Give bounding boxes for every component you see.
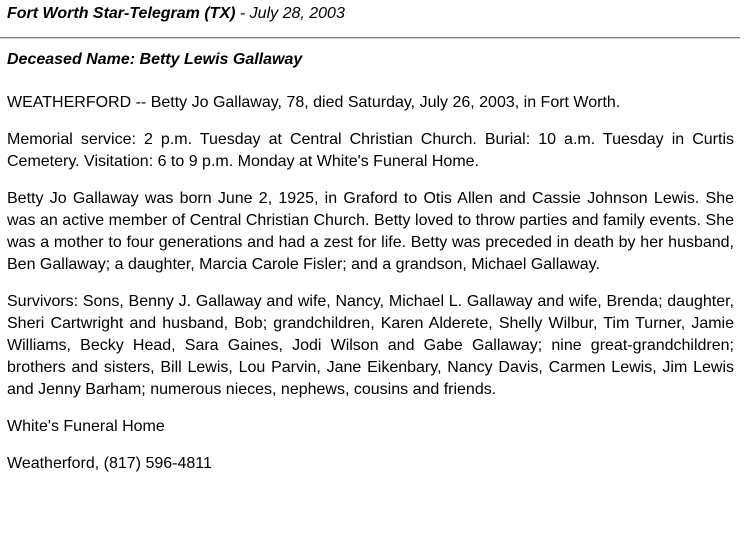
funeral-home-location-phone: Weatherford, (817) 596-4811 — [7, 455, 212, 472]
survivors-paragraph: Survivors: Sons, Benny J. Gallaway and wife, Nancy, Michael L. Gallaway and wife, Brenda; daughter, Sheri Cartwright and husband, Bob; grandchildren, Karen Alderete, Shelly Wilbur, Tim Turner, Jamie Williams, Becky Head, Sara Gaines, Jodi Wilson and Gabe Gallaway; nine great-grandchildren; brothers and sisters, Bill Lewis, Lou Parvin, Jane Eikenbary, Nancy Davis, Carmen Lewis, Jim Lewis and Jenny Barham; numerous nieces, nephews, cousins and friends. — [7, 293, 734, 398]
obituary-body — [7, 92, 734, 490]
header-divider — [0, 37, 740, 39]
newspaper-source: Fort Worth Star-Telegram (TX) — [7, 5, 236, 22]
header-separator: - — [235, 5, 250, 22]
intro-paragraph: WEATHERFORD -- Betty Jo Gallaway, 78, died Saturday, July 26, 2003, in Fort Worth. — [7, 94, 621, 111]
article-header — [7, 5, 345, 23]
funeral-home-name: White's Funeral Home — [7, 418, 165, 435]
biography-paragraph: Betty Jo Gallaway was born June 2, 1925, in Graford to Otis Allen and Cassie Johnson Lewis. She was an active member of Central Christian Church. Betty loved to throw parties and family events. She was a mother to four generations and had a zest for life. Betty was preceded in death by her husband, Ben Gallaway; a daughter, Marcia Carole Fisler; and a grandson, Michael Gallaway. — [7, 190, 734, 273]
services-paragraph: Memorial service: 2 p.m. Tuesday at Central Christian Church. Burial: 10 a.m. Tuesday in Curtis Cemetery. Visitation: 6 to 9 p.m. Monday at White's Funeral Home. — [7, 131, 734, 170]
publication-date: July 28, 2003 — [249, 5, 345, 22]
deceased-name: Deceased Name: Betty Lewis Gallaway — [7, 51, 303, 68]
